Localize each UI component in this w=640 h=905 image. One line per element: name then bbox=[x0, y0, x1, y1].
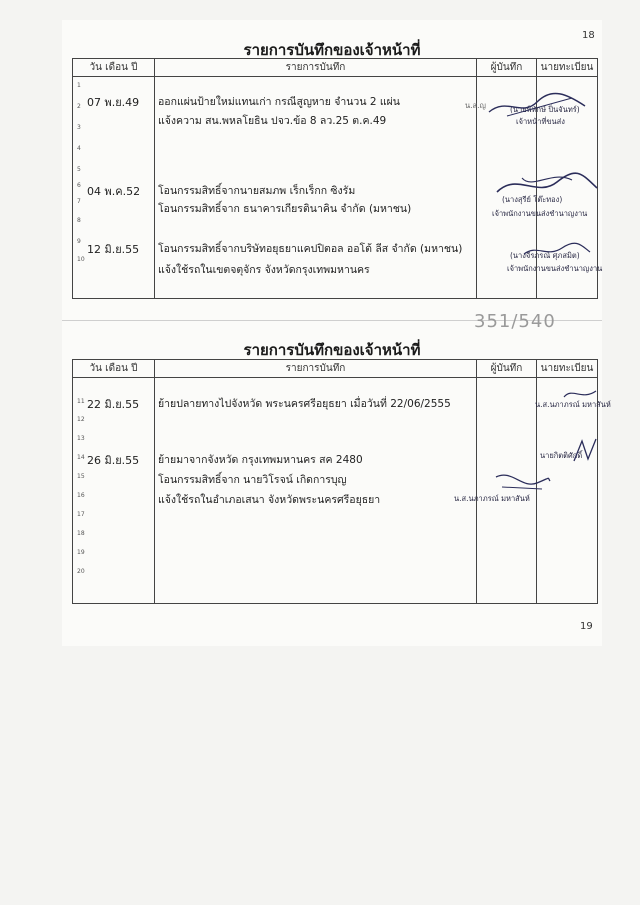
page-number: 18 bbox=[582, 30, 595, 41]
entry-date: 12 มิ.ย.55 bbox=[87, 243, 140, 256]
page-title: รายการบันทึกของเจ้าหน้าที่ bbox=[243, 41, 421, 59]
bottom-record-page: 351/540 รายการบันทึกของเจ้าหน้าที่ วัน เดือน ปี รายการบันทึก ผู้บันทึก นายทะเบียน 11 12 13 14 15 16 17 18 19 20 22 มิ.ย.55 ย้ายปลายทางไปจังหวัด พระนครศรีอยุธยา เมื่อวันที่ 22/06/2555 26 มิ.ย.55 ย้ายมาจากจังหวัด กรุงเทพมหานคร สค 2480 โอนกรรมสิทธิ์จาก นายวิโรจน์ เกิดการบุญ แจ้งใช้รถในอำเภอเสนา จังหวัดพระนครศรีอยุธยา น.ส.นภาภรณ์ มหาสันห์ นายกิตติศักดิ์ น.ส.นภาภรณ์ มหาสันห์ 19 bbox=[62, 320, 602, 646]
page-number: 19 bbox=[580, 621, 593, 632]
header-registrar: นายทะเบียน bbox=[537, 59, 598, 77]
entry-line: ย้ายมาจากจังหวัด กรุงเทพมหานคร สค 2480 bbox=[158, 454, 363, 466]
header-record: รายการบันทึก bbox=[155, 360, 477, 378]
header-registrar: นายทะเบียน bbox=[537, 360, 598, 378]
top-record-page: รายการบันทึกของเจ้าหน้าที่ 18 วัน เดือน ปี รายการบันทึก ผู้บันทึก นายทะเบียน 1 2 3 4 5 6 7 8 9 10 07 พ.ย.49 ออกแผ่นป้ายใหม่แทนเก่า กรณีสูญหาย จำนวน 2 แผ่น แจ้งความ สน.พหลโยธิน ปจว.ข้อ 8 ลว.25 ต.ค.49 04 พ.ค.52 โอนกรรมสิทธิ์จากนายสมภพ เร็กเร็กก ซิงรัม โอนกรรมสิทธิ์จาก ธนาคารเกียรตินาคิน จำกัด (มหาชน) 12 มิ.ย.55 โอนกรรมสิทธิ์จากบริษัทอยุธยาแคปปิตอล ออโต้ ลีส จำกัด (มหาชน) แจ้งใช้รถในเขตจตุจักร จังหวัดกรุงเทพมหานคร น.ส.ญ (นายพิทักษ์ ปิ่นจันทร์) เจ้าหน้าที่ขนส่ง (นางสุรีย์ โต๊ะทอง) เจ้าพนักงานขนส่งชำนาญงาน (นางจีรภรณ์ ศุภสมิต) เจ้าพนักงานขนส่งชำนาญงาน bbox=[62, 20, 602, 320]
signature-scribble bbox=[562, 387, 598, 401]
signature-name: นายกิตติศักดิ์ bbox=[540, 451, 583, 460]
page-title: รายการบันทึกของเจ้าหน้าที่ bbox=[243, 341, 421, 359]
entry-line: แจ้งใช้รถในเขตจตุจักร จังหวัดกรุงเทพมหานคร bbox=[158, 264, 370, 276]
entry-line: โอนกรรมสิทธิ์จาก ธนาคารเกียรตินาคิน จำกัด (มหาชน) bbox=[158, 203, 412, 215]
signature-scribble bbox=[487, 92, 587, 122]
signature-role: เจ้าหน้าที่ขนส่ง bbox=[516, 117, 565, 126]
signature-name: (นางสุรีย์ โต๊ะทอง) bbox=[502, 195, 563, 204]
small-mark: น.ส.ญ bbox=[465, 101, 486, 110]
entry-date: 26 มิ.ย.55 bbox=[87, 454, 140, 467]
signature-scribble bbox=[492, 469, 552, 493]
entry-line: ย้ายปลายทางไปจังหวัด พระนครศรีอยุธยา เมื่อวันที่ 22/06/2555 bbox=[158, 398, 451, 410]
stamp-number: 351/540 bbox=[474, 311, 556, 332]
entry-line: โอนกรรมสิทธิ์จาก นายวิโรจน์ เกิดการบุญ bbox=[158, 474, 347, 486]
signature-scribble bbox=[492, 170, 602, 200]
signature-scribble bbox=[522, 242, 592, 260]
entry-line: แจ้งความ สน.พหลโยธิน ปจว.ข้อ 8 ลว.25 ต.ค.49 bbox=[158, 115, 387, 127]
signature-role: เจ้าพนักงานขนส่งชำนาญงาน bbox=[492, 209, 588, 218]
entry-date: 04 พ.ค.52 bbox=[87, 185, 141, 198]
entry-line: โอนกรรมสิทธิ์จากนายสมภพ เร็กเร็กก ซิงรัม bbox=[158, 185, 356, 197]
signature-role: เจ้าพนักงานขนส่งชำนาญงาน bbox=[507, 264, 603, 273]
header-date: วัน เดือน ปี bbox=[73, 360, 155, 378]
signature-name: น.ส.นภาภรณ์ มหาสันห์ bbox=[454, 494, 530, 503]
signature-scribble bbox=[570, 437, 600, 463]
signature-name: (นายพิทักษ์ ปิ่นจันทร์) bbox=[510, 105, 580, 114]
header-recorder: ผู้บันทึก bbox=[477, 59, 537, 77]
signature-name: (นางจีรภรณ์ ศุภสมิต) bbox=[510, 251, 580, 260]
signature-name: น.ส.นภาภรณ์ มหาสันห์ bbox=[535, 400, 611, 409]
entry-date: 22 มิ.ย.55 bbox=[87, 398, 140, 411]
header-record: รายการบันทึก bbox=[155, 59, 477, 77]
header-registrar-recorder: ผู้บันทึก bbox=[477, 360, 537, 378]
entry-date: 07 พ.ย.49 bbox=[87, 96, 140, 109]
entry-line: แจ้งใช้รถในอำเภอเสนา จังหวัดพระนครศรีอยุธยา bbox=[158, 494, 381, 506]
entry-line: ออกแผ่นป้ายใหม่แทนเก่า กรณีสูญหาย จำนวน 2 แผ่น bbox=[158, 96, 400, 108]
header-date: วัน เดือน ปี bbox=[73, 59, 155, 77]
entry-line: โอนกรรมสิทธิ์จากบริษัทอยุธยาแคปปิตอล ออโต้ ลีส จำกัด (มหาชน) bbox=[158, 243, 463, 255]
